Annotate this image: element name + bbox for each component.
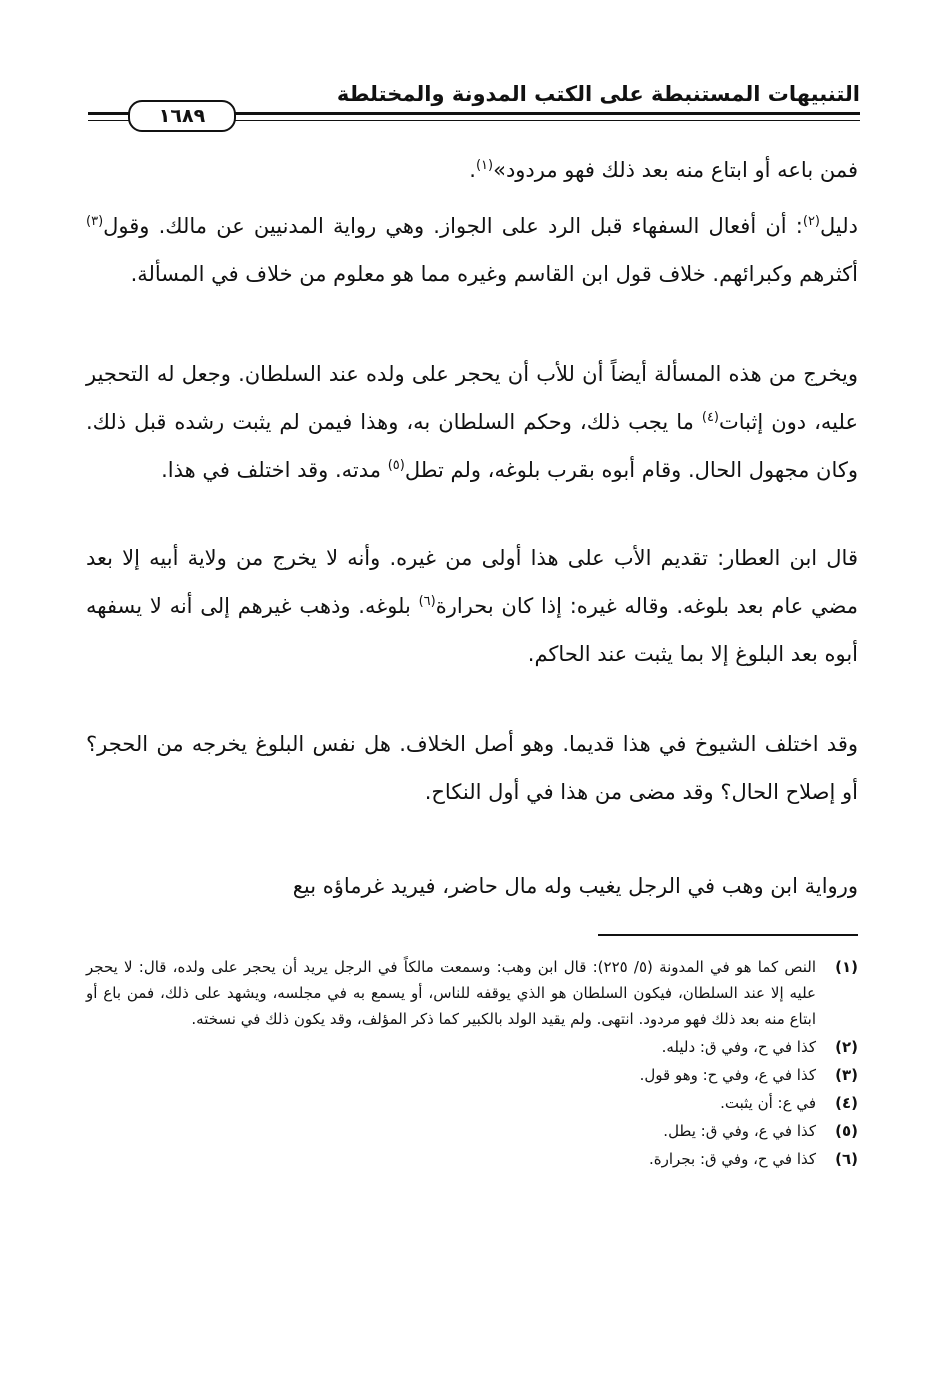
footnote-item [86,1034,858,1060]
footnote-text: كذا في ح، وفي ق: بجرارة. [649,1150,816,1168]
footnote-number: (٥) [835,1122,858,1140]
paragraph-6 [86,862,858,910]
footnote-ref: (٢) [802,214,820,229]
footnote-item [86,1118,858,1144]
paragraph-text: ورواية ابن وهب في الرجل يغيب وله مال حاضر، فيريد غرماؤه بيع [292,874,858,898]
paragraph-1 [86,146,858,194]
paragraph-text: : أن أفعال السفهاء قبل الرد على الجواز. وهي رواية المدنيين عن مالك. وقول [103,214,803,238]
footnote-ref: (١) [475,158,494,173]
paragraph-text: مدته. وقد اختلف في هذا. [161,458,388,482]
footnote-number: (٦) [835,1150,858,1168]
running-title: التنبيهات المستنبطة على الكتب المدونة والمختلطة [336,82,860,106]
paragraph-text: فمن باعه أو ابتاع منه بعد ذلك فهو مردود» [493,158,858,182]
paragraph-text: دليل [820,214,858,238]
footnote-text: كذا في ع، وفي ق: يطل. [663,1122,816,1140]
page-number: ١٦٨٩ [128,100,236,132]
paragraph-text: ما يجب ذلك، وحكم السلطان به، وهذا فيمن لم يثبت رشده قبل ذلك. وكان مجهول الحال. وقام أبوه بقرب بلوغه، ولم تطل [86,410,858,482]
paragraph-text: وقد اختلف الشيوخ في هذا قديما. وهو أصل الخلاف. هل نفس البلوغ يخرجه من الحجر؟ أو إصلاح الحال؟ وقد مضى من هذا في أول النكاح. [86,732,858,804]
footnote-separator [598,934,858,936]
paragraph-text: قال ابن العطار: تقديم الأب على هذا أولى من غيره. وأنه لا يخرج من ولاية أبيه إلا بعد مضي عام بعد بلوغه. وقاله غيره: إذا كان بحرارة [86,546,858,618]
paragraph-2 [86,202,858,298]
footnote-item [86,954,858,1032]
paragraph-5 [86,720,858,816]
paragraph-3 [86,350,858,494]
footnote-item [86,1146,858,1172]
footnote-ref: (٤) [701,410,719,425]
footnote-text: في ع: أن يثبت. [720,1094,816,1112]
footnote-text: كذا في ع، وفي ح: وهو قول. [639,1066,816,1084]
paragraph-text: بلوغه. وذهب غيرهم إلى أنه لا يسفهه أبوه بعد البلوغ إلا بما يثبت عند الحاكم. [86,594,858,666]
footnote-ref: (٥) [387,458,405,473]
footnotes [86,954,858,1174]
footnote-number: (٤) [835,1094,858,1112]
footnote-ref: (٦) [418,594,436,609]
footnote-item [86,1062,858,1088]
footnote-text: النص كما هو في المدونة (٥/ ٢٢٥): قال ابن وهب: وسمعت مالكاً في الرجل يريد أن يحجر على ولده، قال: لا يحجر عليه إلا عند السلطان، فيكون السلطان هو الذي يوقفه للناس، أو يسمع به في مجلسه، ويشهد على ذلك، فمن باع أو ابتاع منه بعد ذلك فهو مردود. انتهى. ولم يقيد الولد بالكبير كما ذكر المؤلف، وقد يكون ذلك في نسخته. [86,958,816,1028]
footnote-ref: (٣) [86,214,104,229]
footnote-text: كذا في ح، وفي ق: دليله. [661,1038,816,1056]
footnote-number: (٣) [835,1066,858,1084]
running-header [88,78,860,128]
paragraph-4 [86,534,858,678]
footnote-number: (١) [835,958,858,976]
paragraph-text: أكثرهم وكبرائهم. خلاف قول ابن القاسم وغيره مما هو معلوم من خلاف في المسألة. [130,262,858,286]
paragraph-text: . [469,158,476,182]
footnote-item [86,1090,858,1116]
footnote-number: (٢) [835,1038,858,1056]
paragraph-text: ويخرج من هذه المسألة أيضاً أن للأب أن يحجر على ولده عند السلطان. وجعل له التحجير عليه، دون إثبات [86,362,858,434]
